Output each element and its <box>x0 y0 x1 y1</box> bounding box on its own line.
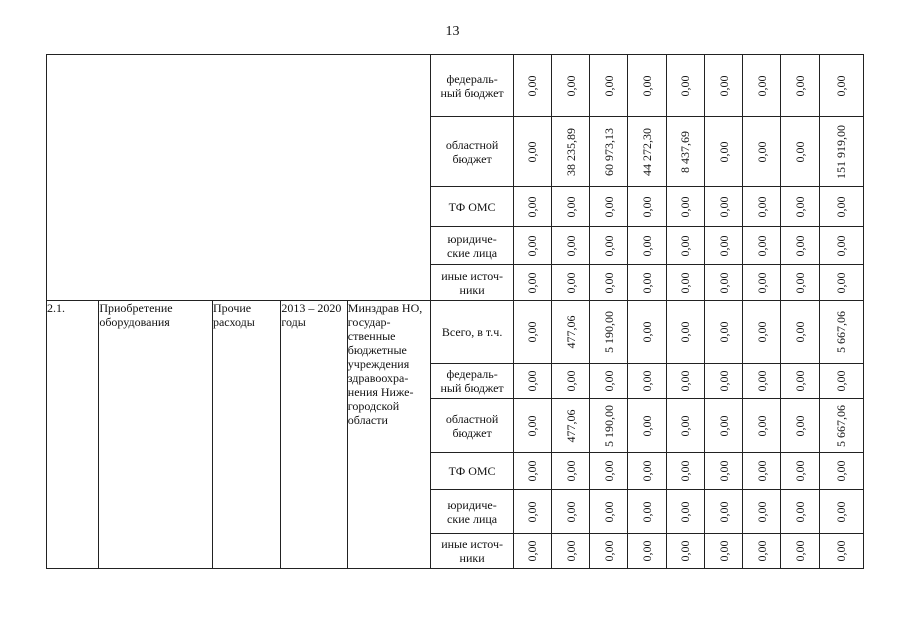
value-cell <box>819 265 863 301</box>
value-text: 0,00 <box>640 501 655 522</box>
value-text: 0,00 <box>716 272 731 293</box>
value-cell <box>590 301 628 364</box>
value-text: 0,00 <box>563 460 578 482</box>
value-text: 0,00 <box>716 370 731 392</box>
value-cell <box>781 55 819 117</box>
value-text: 0,00 <box>640 415 655 436</box>
value-cell <box>513 265 551 301</box>
value-text: 0,00 <box>563 370 578 392</box>
value-text: 0,00 <box>601 370 616 392</box>
value-text: 0,00 <box>601 540 616 562</box>
value-text: 0,00 <box>525 370 540 392</box>
value-cell <box>513 453 551 490</box>
value-cell <box>819 490 863 534</box>
value-text: 0,00 <box>834 370 849 392</box>
value-cell <box>552 265 590 301</box>
value-cell <box>666 364 704 399</box>
value-cell <box>628 364 666 399</box>
value-text: 0,00 <box>716 460 731 482</box>
value-text: 0,00 <box>525 415 540 436</box>
value-cell <box>590 227 628 265</box>
funding-source-cell: ТФ ОМС <box>431 453 513 490</box>
value-cell <box>590 453 628 490</box>
value-text: 0,00 <box>601 501 616 522</box>
value-text: 0,00 <box>834 75 849 96</box>
value-text: 0,00 <box>792 321 807 343</box>
value-cell <box>628 55 666 117</box>
value-text: 0,00 <box>563 235 578 256</box>
value-cell <box>704 187 742 227</box>
period-cell: 2013 – 2020 годы <box>281 301 347 569</box>
value-cell <box>704 364 742 399</box>
value-text: 0,00 <box>640 272 655 293</box>
value-cell <box>704 399 742 453</box>
value-cell <box>743 534 781 569</box>
value-text: 0,00 <box>754 141 769 162</box>
value-text: 0,00 <box>678 540 693 562</box>
value-cell <box>552 227 590 265</box>
value-cell <box>666 265 704 301</box>
value-text: 0,00 <box>716 501 731 522</box>
value-cell <box>552 364 590 399</box>
value-cell <box>628 117 666 187</box>
value-cell <box>781 227 819 265</box>
value-cell <box>743 55 781 117</box>
value-text: 0,00 <box>525 196 540 217</box>
value-text: 0,00 <box>834 501 849 522</box>
value-text: 38 235,89 <box>563 127 578 176</box>
value-text: 0,00 <box>834 540 849 562</box>
value-cell <box>552 187 590 227</box>
value-text: 0,00 <box>601 75 616 96</box>
value-cell <box>781 265 819 301</box>
value-text: 0,00 <box>716 75 731 96</box>
value-cell <box>552 117 590 187</box>
funding-source-cell: юридиче- ские лица <box>431 490 513 534</box>
value-cell <box>590 117 628 187</box>
funding-source-cell: федераль- ный бюджет <box>431 55 513 117</box>
value-text: 0,00 <box>792 141 807 162</box>
value-cell <box>819 453 863 490</box>
expense-type-cell: Прочие расходы <box>212 301 280 569</box>
funding-source-cell: областной бюджет <box>431 117 513 187</box>
value-text: 0,00 <box>754 272 769 293</box>
value-text: 0,00 <box>525 235 540 256</box>
value-text: 0,00 <box>792 540 807 562</box>
value-text: 0,00 <box>792 370 807 392</box>
funding-source-cell: Всего, в т.ч. <box>431 301 513 364</box>
value-cell <box>819 227 863 265</box>
value-text: 0,00 <box>678 75 693 96</box>
value-text: 0,00 <box>716 415 731 436</box>
value-text: 0,00 <box>754 415 769 436</box>
value-cell <box>628 265 666 301</box>
value-text: 0,00 <box>716 321 731 343</box>
value-text: 5 190,00 <box>601 404 616 447</box>
value-text: 0,00 <box>525 501 540 522</box>
value-cell <box>704 55 742 117</box>
value-cell <box>666 490 704 534</box>
value-cell <box>819 187 863 227</box>
value-text: 0,00 <box>754 540 769 562</box>
value-cell <box>781 534 819 569</box>
value-cell <box>513 227 551 265</box>
value-text: 0,00 <box>754 196 769 217</box>
budget-table-body <box>47 55 864 569</box>
funding-source-cell: ТФ ОМС <box>431 187 513 227</box>
value-cell <box>590 399 628 453</box>
value-text: 0,00 <box>563 272 578 293</box>
value-text: 0,00 <box>678 415 693 436</box>
value-text: 0,00 <box>640 370 655 392</box>
value-cell <box>628 187 666 227</box>
table-row <box>47 301 864 364</box>
value-cell <box>666 227 704 265</box>
value-cell <box>743 399 781 453</box>
value-text: 0,00 <box>792 75 807 96</box>
value-text: 0,00 <box>640 196 655 217</box>
page-number: 13 <box>445 24 460 39</box>
value-text: 0,00 <box>754 501 769 522</box>
value-cell <box>704 301 742 364</box>
value-cell <box>666 187 704 227</box>
value-text: 0,00 <box>792 460 807 482</box>
value-text: 0,00 <box>716 540 731 562</box>
executor-cell: Минздрав НО, государ-ственные бюджетные учреждения здравоохра-нения Ниже-городской области <box>347 301 431 569</box>
value-text: 0,00 <box>678 196 693 217</box>
value-cell <box>704 227 742 265</box>
value-cell <box>628 534 666 569</box>
value-text: 0,00 <box>525 540 540 562</box>
value-cell <box>743 117 781 187</box>
value-text: 0,00 <box>678 272 693 293</box>
value-text: 0,00 <box>792 415 807 436</box>
value-cell <box>513 187 551 227</box>
value-cell <box>513 399 551 453</box>
value-cell <box>666 301 704 364</box>
value-cell <box>743 265 781 301</box>
value-cell <box>513 55 551 117</box>
value-cell <box>552 399 590 453</box>
value-text: 0,00 <box>563 75 578 96</box>
value-text: 44 272,30 <box>640 127 655 176</box>
value-text: 0,00 <box>525 321 540 343</box>
value-text: 0,00 <box>601 235 616 256</box>
value-cell <box>513 534 551 569</box>
value-cell <box>666 55 704 117</box>
value-text: 0,00 <box>563 501 578 522</box>
value-text: 5 190,00 <box>601 311 616 353</box>
value-text: 5 667,06 <box>834 311 849 353</box>
value-cell <box>666 534 704 569</box>
value-text: 0,00 <box>640 235 655 256</box>
value-cell <box>819 55 863 117</box>
value-cell <box>819 399 863 453</box>
value-cell <box>590 490 628 534</box>
value-cell <box>781 117 819 187</box>
value-text: 8 437,69 <box>678 130 693 173</box>
value-text: 477,06 <box>563 409 578 442</box>
funding-source-cell: юридиче- ские лица <box>431 227 513 265</box>
value-cell <box>704 490 742 534</box>
value-cell <box>781 399 819 453</box>
value-cell <box>781 301 819 364</box>
value-cell <box>743 227 781 265</box>
value-text: 0,00 <box>678 460 693 482</box>
value-text: 0,00 <box>834 272 849 293</box>
value-cell <box>513 490 551 534</box>
value-text: 0,00 <box>754 75 769 96</box>
value-text: 0,00 <box>640 321 655 343</box>
value-text: 0,00 <box>834 196 849 217</box>
value-cell <box>781 364 819 399</box>
value-text: 0,00 <box>640 460 655 482</box>
value-cell <box>628 490 666 534</box>
value-cell <box>628 399 666 453</box>
value-text: 0,00 <box>754 460 769 482</box>
value-text: 0,00 <box>678 501 693 522</box>
item-name-cell: Приобретение оборудования <box>99 301 213 569</box>
value-cell <box>666 117 704 187</box>
value-cell <box>590 364 628 399</box>
value-text: 0,00 <box>678 235 693 256</box>
value-text: 0,00 <box>792 501 807 522</box>
value-cell <box>743 364 781 399</box>
value-text: 0,00 <box>716 141 731 162</box>
value-cell <box>743 301 781 364</box>
value-cell <box>552 534 590 569</box>
value-cell <box>704 534 742 569</box>
value-text: 0,00 <box>601 272 616 293</box>
value-cell <box>666 453 704 490</box>
funding-source-cell: областной бюджет <box>431 399 513 453</box>
value-cell <box>590 534 628 569</box>
funding-source-cell: иные источ- ники <box>431 265 513 301</box>
value-cell <box>666 399 704 453</box>
value-cell <box>590 55 628 117</box>
value-cell <box>513 117 551 187</box>
value-text: 477,06 <box>563 315 578 349</box>
value-cell <box>628 453 666 490</box>
value-cell <box>819 117 863 187</box>
value-text: 60 973,13 <box>601 127 616 176</box>
funding-source-cell: федераль- ный бюджет <box>431 364 513 399</box>
value-cell <box>552 453 590 490</box>
value-text: 0,00 <box>678 321 693 343</box>
value-text: 0,00 <box>601 460 616 482</box>
value-text: 0,00 <box>716 235 731 256</box>
value-cell <box>590 265 628 301</box>
value-cell <box>552 301 590 364</box>
value-text: 0,00 <box>563 540 578 562</box>
value-text: 0,00 <box>640 540 655 562</box>
value-cell <box>513 301 551 364</box>
value-text: 0,00 <box>563 196 578 217</box>
value-text: 0,00 <box>754 235 769 256</box>
budget-table <box>46 54 864 569</box>
value-text: 0,00 <box>525 141 540 162</box>
value-cell <box>743 490 781 534</box>
continued-item-cell <box>47 55 431 301</box>
value-text: 0,00 <box>678 370 693 392</box>
value-cell <box>781 453 819 490</box>
value-cell <box>819 301 863 364</box>
value-text: 0,00 <box>525 272 540 293</box>
value-text: 0,00 <box>834 460 849 482</box>
funding-source-cell: иные источ- ники <box>431 534 513 569</box>
value-cell <box>552 490 590 534</box>
value-text: 0,00 <box>716 196 731 217</box>
table-row <box>47 55 864 117</box>
value-text: 0,00 <box>834 235 849 256</box>
value-cell <box>781 490 819 534</box>
value-cell <box>590 187 628 227</box>
value-text: 0,00 <box>525 460 540 482</box>
value-text: 0,00 <box>754 370 769 392</box>
value-text: 0,00 <box>754 321 769 343</box>
value-cell <box>704 117 742 187</box>
value-text: 5 667,06 <box>834 404 849 447</box>
value-text: 0,00 <box>601 196 616 217</box>
value-cell <box>743 453 781 490</box>
value-cell <box>819 534 863 569</box>
value-cell <box>628 301 666 364</box>
value-cell <box>704 265 742 301</box>
value-text: 0,00 <box>525 75 540 96</box>
value-cell <box>513 364 551 399</box>
value-cell <box>704 453 742 490</box>
item-number-cell: 2.1. <box>47 301 99 569</box>
value-cell <box>781 187 819 227</box>
value-cell <box>628 227 666 265</box>
value-text: 0,00 <box>640 75 655 96</box>
value-text: 0,00 <box>792 235 807 256</box>
value-cell <box>743 187 781 227</box>
value-cell <box>819 364 863 399</box>
value-cell <box>552 55 590 117</box>
value-text: 0,00 <box>792 196 807 217</box>
value-text: 0,00 <box>792 272 807 293</box>
value-text: 151 919,00 <box>834 124 849 179</box>
